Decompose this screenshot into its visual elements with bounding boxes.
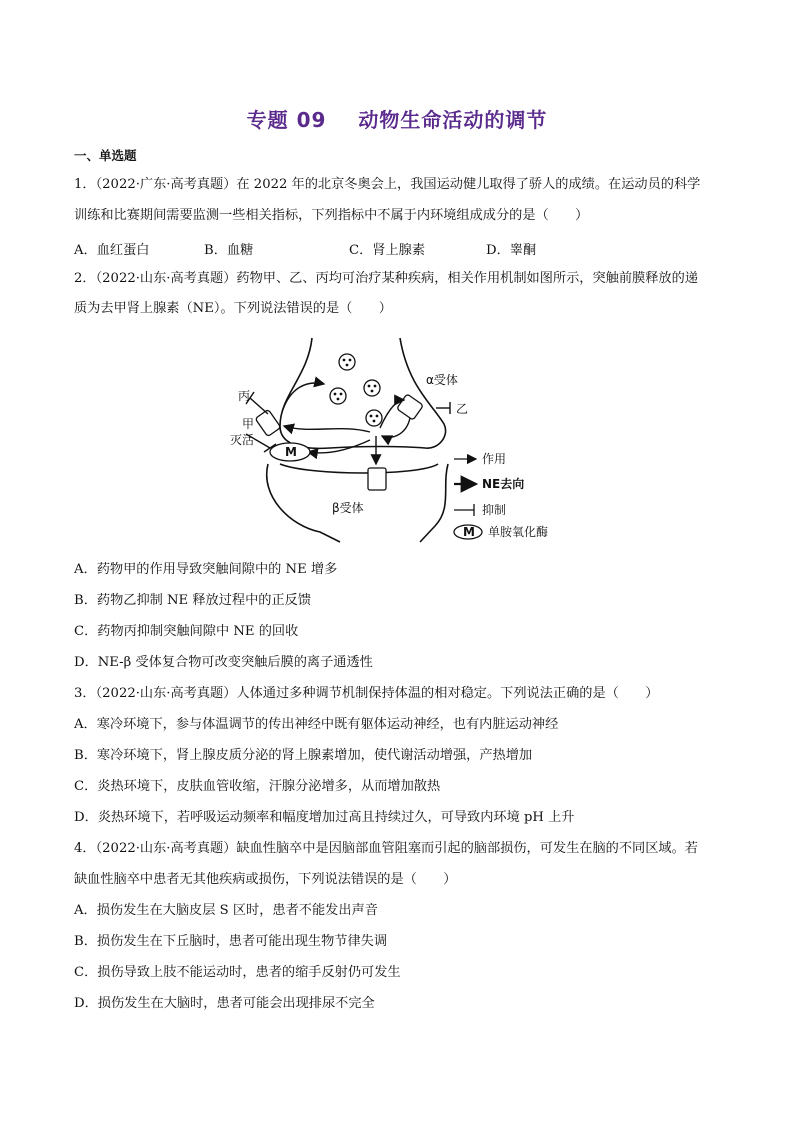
question-4-stem-line-1: 4．（2022·山东·高考真题）缺血性脑卒中是因脑部血管阻塞而引起的脑部损伤，可发生在脑的不同区域。若	[74, 841, 698, 856]
question-2-option-d: D．NE-β 受体复合物可改变突触后膜的离子通透性	[74, 655, 373, 670]
question-3-stem: 3．（2022·山东·高考真题）人体通过多种调节机制保持体温的相对稳定。下列说法正确的是（ ）	[74, 686, 659, 701]
question-1-option-a: A．血红蛋白	[74, 243, 150, 258]
beta-receptor	[368, 468, 386, 490]
mao-label: M	[285, 445, 297, 459]
page-title: 专题 09 动物生命活动的调节	[246, 108, 548, 132]
question-2-stem-line-2: 质为去甲肾上腺素（NE）。下列说法错误的是（ ）	[74, 301, 392, 316]
question-3-option-c: C．炎热环境下，皮肤血管收缩，汗腺分泌增多，从而增加散热	[74, 779, 441, 794]
question-3-option-b: B．寒冷环境下，肾上腺皮质分泌的肾上腺素增加，使代谢活动增强，产热增加	[74, 748, 533, 763]
question-3-option-a: A．寒冷环境下，参与体温调节的传出神经中既有躯体运动神经，也有内脏运动神经	[74, 717, 559, 732]
question-2-stem-line-1: 2．（2022·山东·高考真题）药物甲、乙、丙均可治疗某种疾病，相关作用机制如图所示，突触前膜释放的递	[74, 271, 698, 286]
question-1-options	[74, 239, 634, 257]
question-4-option-a: A．损伤发生在大脑皮层 S 区时，患者不能发出声音	[74, 903, 378, 918]
presynaptic-membrane	[280, 338, 446, 448]
synapse-diagram	[220, 336, 560, 546]
question-1-option-c: C．肾上腺素	[349, 243, 426, 258]
legend-mao: 单胺氧化酶	[488, 525, 549, 539]
label-miehuo: 灭活	[230, 433, 255, 447]
label-alpha-receptor: α受体	[426, 373, 458, 387]
label-beta-receptor: β受体	[332, 501, 364, 515]
question-4-option-b: B．损伤发生在下丘脑时，患者可能出现生物节律失调	[74, 934, 388, 949]
question-4-stem-line-2: 缺血性脑卒中患者无其他疾病或损伤，下列说法错误的是（ ）	[74, 872, 457, 887]
question-3-option-d: D．炎热环境下，若呼吸运动频率和幅度增加过高且持续过久，可导致内环境 pH 上升	[74, 810, 575, 825]
section-heading: 一、单选题	[74, 148, 137, 163]
label-yi: 乙	[456, 402, 469, 416]
postsynaptic-membrane	[280, 464, 438, 473]
question-4-option-d: D．损伤发生在大脑时，患者可能会出现排尿不完全	[74, 996, 375, 1011]
question-2-option-b: B．药物乙抑制 NE 释放过程中的正反馈	[74, 593, 312, 608]
arrow-alpha-feedback	[382, 418, 410, 437]
question-1-stem-line-2: 训练和比赛期间需要监测一些相关指标，下列指标中不属于内环境组成成分的是（ ）	[74, 208, 589, 223]
alpha-receptor	[397, 394, 424, 420]
question-2-option-c: C．药物丙抑制突触间隙中 NE 的回收	[74, 624, 299, 639]
label-jia: 甲	[242, 417, 255, 431]
vesicle	[330, 354, 382, 426]
question-1-option-d: D．睾酮	[486, 243, 537, 258]
svg-text:M: M	[463, 525, 475, 539]
question-1-option-b: B．血糖	[204, 243, 254, 258]
diagram-legend	[454, 452, 548, 539]
label-bing: 丙	[238, 389, 251, 403]
legend-action: 作用	[482, 452, 507, 466]
legend-ne-route: NE去向	[482, 477, 525, 491]
question-1-stem-line-1: 1．（2022·广东·高考真题）在 2022 年的北京冬奥会上，我国运动健儿取得了骄人的成绩。在运动员的科学	[74, 177, 701, 192]
arrow-ne-to-transporter	[284, 426, 370, 432]
arrow-reuptake	[282, 383, 324, 412]
inhibit-bing	[250, 398, 268, 414]
question-2-option-a: A．药物甲的作用导致突触间隙中的 NE 增多	[74, 562, 338, 577]
question-4-option-c: C．损伤导致上肢不能运动时，患者的缩手反射仍可发生	[74, 965, 401, 980]
legend-inhibit: 抑制	[482, 503, 507, 517]
